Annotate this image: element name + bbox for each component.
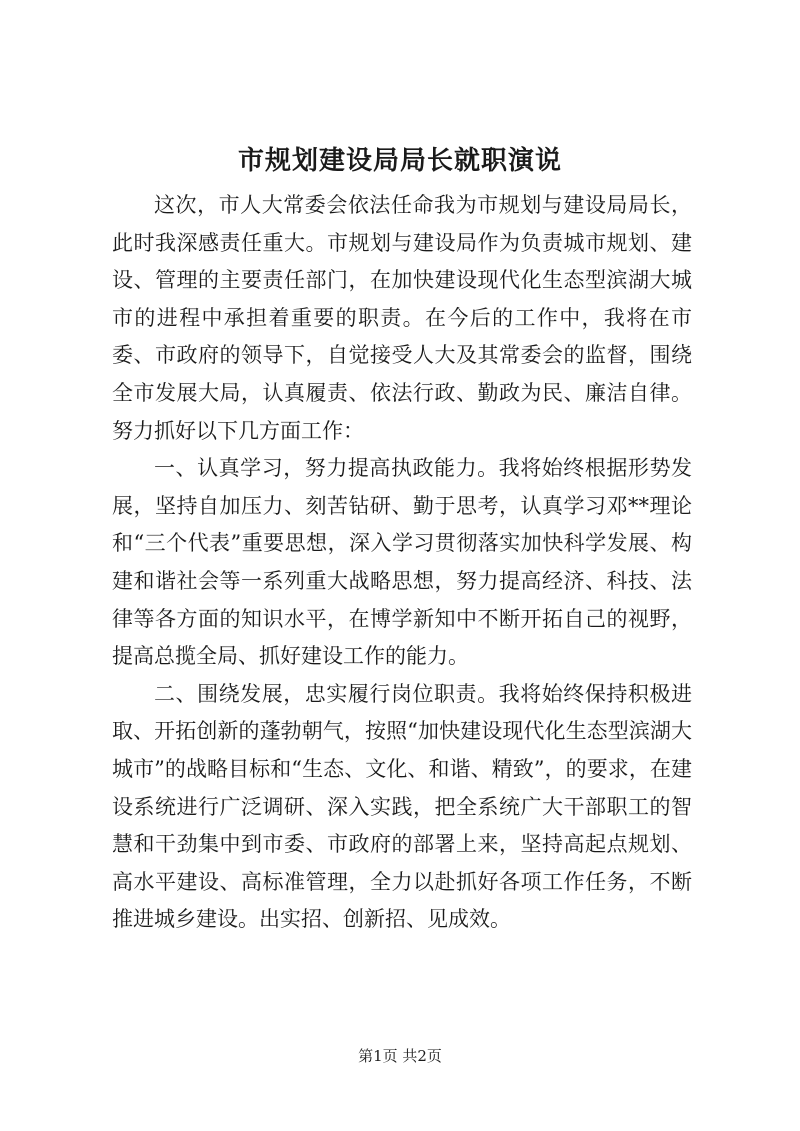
document-title: 市规划建设局局长就职演说	[237, 146, 562, 176]
paragraph-section-2: 二、围绕发展，忠实履行岗位职责。我将始终保持积极进取、开拓创新的蓬勃朝气，按照“加快建设现代化生态型滨湖大城市”的战略目标和“生态、文化、和谐、精致”，的要求，在建设系统进行广泛调研、深入实践，把全系统广大干部职工的智慧和干劲集中到市委、市政府的部署上来，坚持高起点规划、高水平建设、高标准管理，全力以赴抓好各项工作任务，不断推进城乡建设。出实招、创新招、见成效。	[112, 681, 692, 932]
page-number-footer: 第1页 共2页	[358, 1047, 442, 1065]
document-body	[112, 187, 692, 939]
paragraph-section-1: 一、认真学习，努力提高执政能力。我将始终根据形势发展，坚持自加压力、刻苦钻研、勤于思考，认真学习邓**理论和“三个代表”重要思想，深入学习贯彻落实加快科学发展、构建和谐社会等一系列重大战略思想，努力提高经济、科技、法律等各方面的知识水平，在博学新知中不断开拓自己的视野，提高总揽全局、抓好建设工作的能力。	[112, 456, 692, 669]
paragraph-intro: 这次，市人大常委会依法任命我为市规划与建设局局长，此时我深感责任重大。市规划与建设局作为负责城市规划、建设、管理的主要责任部门，在加快建设现代化生态型滨湖大城市的进程中承担着重要的职责。在今后的工作中，我将在市委、市政府的领导下，自觉接受人大及其常委会的监督，围绕全市发展大局，认真履责、依法行政、勤政为民、廉洁自律。努力抓好以下几方面工作：	[112, 193, 692, 443]
